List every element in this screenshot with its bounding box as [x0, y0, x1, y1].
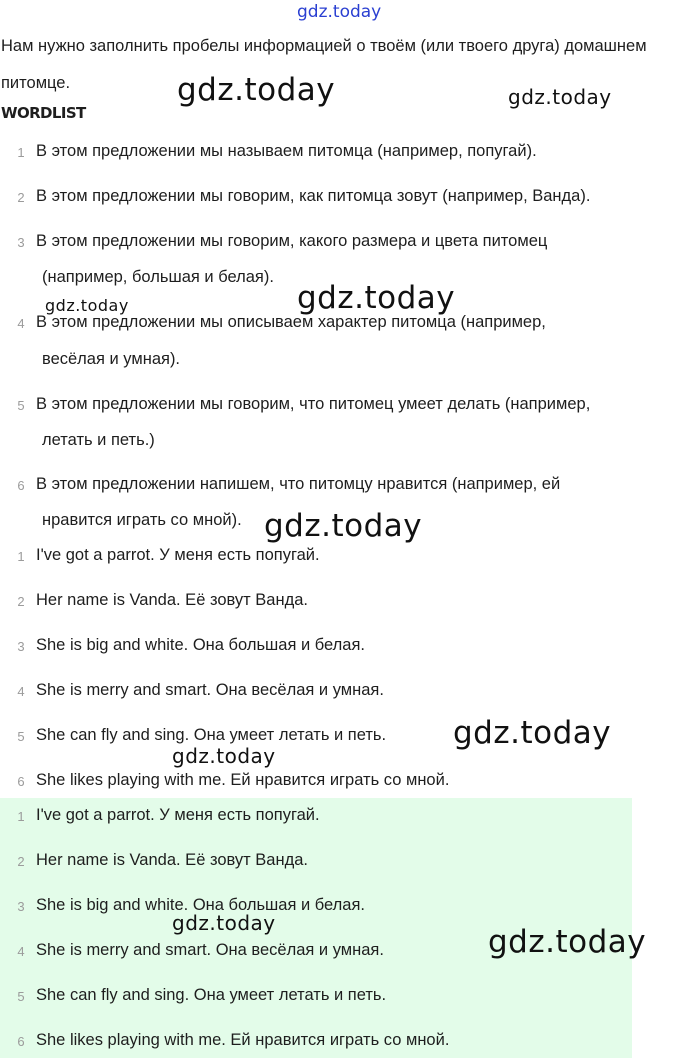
instruction-text: В этом предложении мы говорим, как питомца зовут (например, Ванда).: [36, 187, 591, 205]
instruction-text-continued: нравится играть со мной).: [42, 511, 242, 529]
answer-text: I've got a parrot. У меня есть попугай.: [36, 806, 320, 824]
answer-text: She is big and white. Она большая и белая.: [36, 896, 365, 914]
item-number: 1: [17, 809, 25, 824]
answer-text: She is big and white. Она большая и белая.: [36, 636, 365, 654]
instruction-text-continued: летать и петь.): [42, 431, 155, 449]
instruction-text-continued: (например, большая и белая).: [42, 268, 274, 286]
instruction-text: В этом предложении мы описываем характер питомца (например,: [36, 313, 546, 331]
item-number: 3: [17, 899, 25, 914]
answer-text: I've got a parrot. У меня есть попугай.: [36, 546, 320, 564]
wordlist-heading: WORDLIST: [1, 104, 86, 122]
item-number: 6: [17, 774, 25, 789]
watermark: gdz.today: [45, 296, 129, 315]
watermark: gdz.today: [177, 72, 336, 108]
item-number: 2: [17, 854, 25, 869]
answer-text: Her name is Vanda. Её зовут Ванда.: [36, 851, 308, 869]
watermark: gdz.today: [297, 280, 456, 316]
item-number: 6: [17, 478, 25, 493]
watermark: gdz.today: [508, 85, 612, 109]
site-link[interactable]: gdz.today: [297, 2, 382, 22]
item-number: 5: [17, 729, 25, 744]
item-number: 3: [17, 639, 25, 654]
item-number: 5: [17, 398, 25, 413]
watermark: gdz.today: [172, 744, 276, 768]
watermark: gdz.today: [453, 715, 612, 751]
answer-text: She can fly and sing. Она умеет летать и петь.: [36, 986, 387, 1004]
answer-text: She likes playing with me. Ей нравится играть со мной.: [36, 1031, 450, 1049]
watermark: gdz.today: [264, 508, 423, 544]
item-number: 2: [17, 594, 25, 609]
instruction-text: В этом предложении напишем, что питомцу нравится (например, ей: [36, 475, 561, 493]
item-number: 3: [17, 235, 25, 250]
watermark: gdz.today: [172, 911, 276, 935]
intro-text: Нам нужно заполнить пробелы информацией о твоём (или твоего друга) домашнем питомце.: [1, 37, 647, 92]
answer-text: Her name is Vanda. Её зовут Ванда.: [36, 591, 308, 609]
item-number: 1: [17, 145, 25, 160]
watermark: gdz.today: [488, 924, 647, 960]
item-number: 4: [17, 944, 25, 959]
item-number: 4: [17, 316, 25, 331]
answer-text: She can fly and sing. Она умеет летать и петь.: [36, 726, 387, 744]
answer-text: She is merry and smart. Она весёлая и умная.: [36, 681, 384, 699]
item-number: 2: [17, 190, 25, 205]
item-number: 4: [17, 684, 25, 699]
instruction-text: В этом предложении мы называем питомца (например, попугай).: [36, 142, 537, 160]
instruction-text: В этом предложении мы говорим, что питомец умеет делать (например,: [36, 395, 591, 413]
item-number: 6: [17, 1034, 25, 1049]
item-number: 5: [17, 989, 25, 1004]
instruction-text: В этом предложении мы говорим, какого размера и цвета питомец: [36, 232, 548, 250]
item-number: 1: [17, 549, 25, 564]
instruction-text-continued: весёлая и умная).: [42, 350, 181, 368]
answer-text: She likes playing with me. Ей нравится играть со мной.: [36, 771, 450, 789]
answer-text: She is merry and smart. Она весёлая и умная.: [36, 941, 384, 959]
